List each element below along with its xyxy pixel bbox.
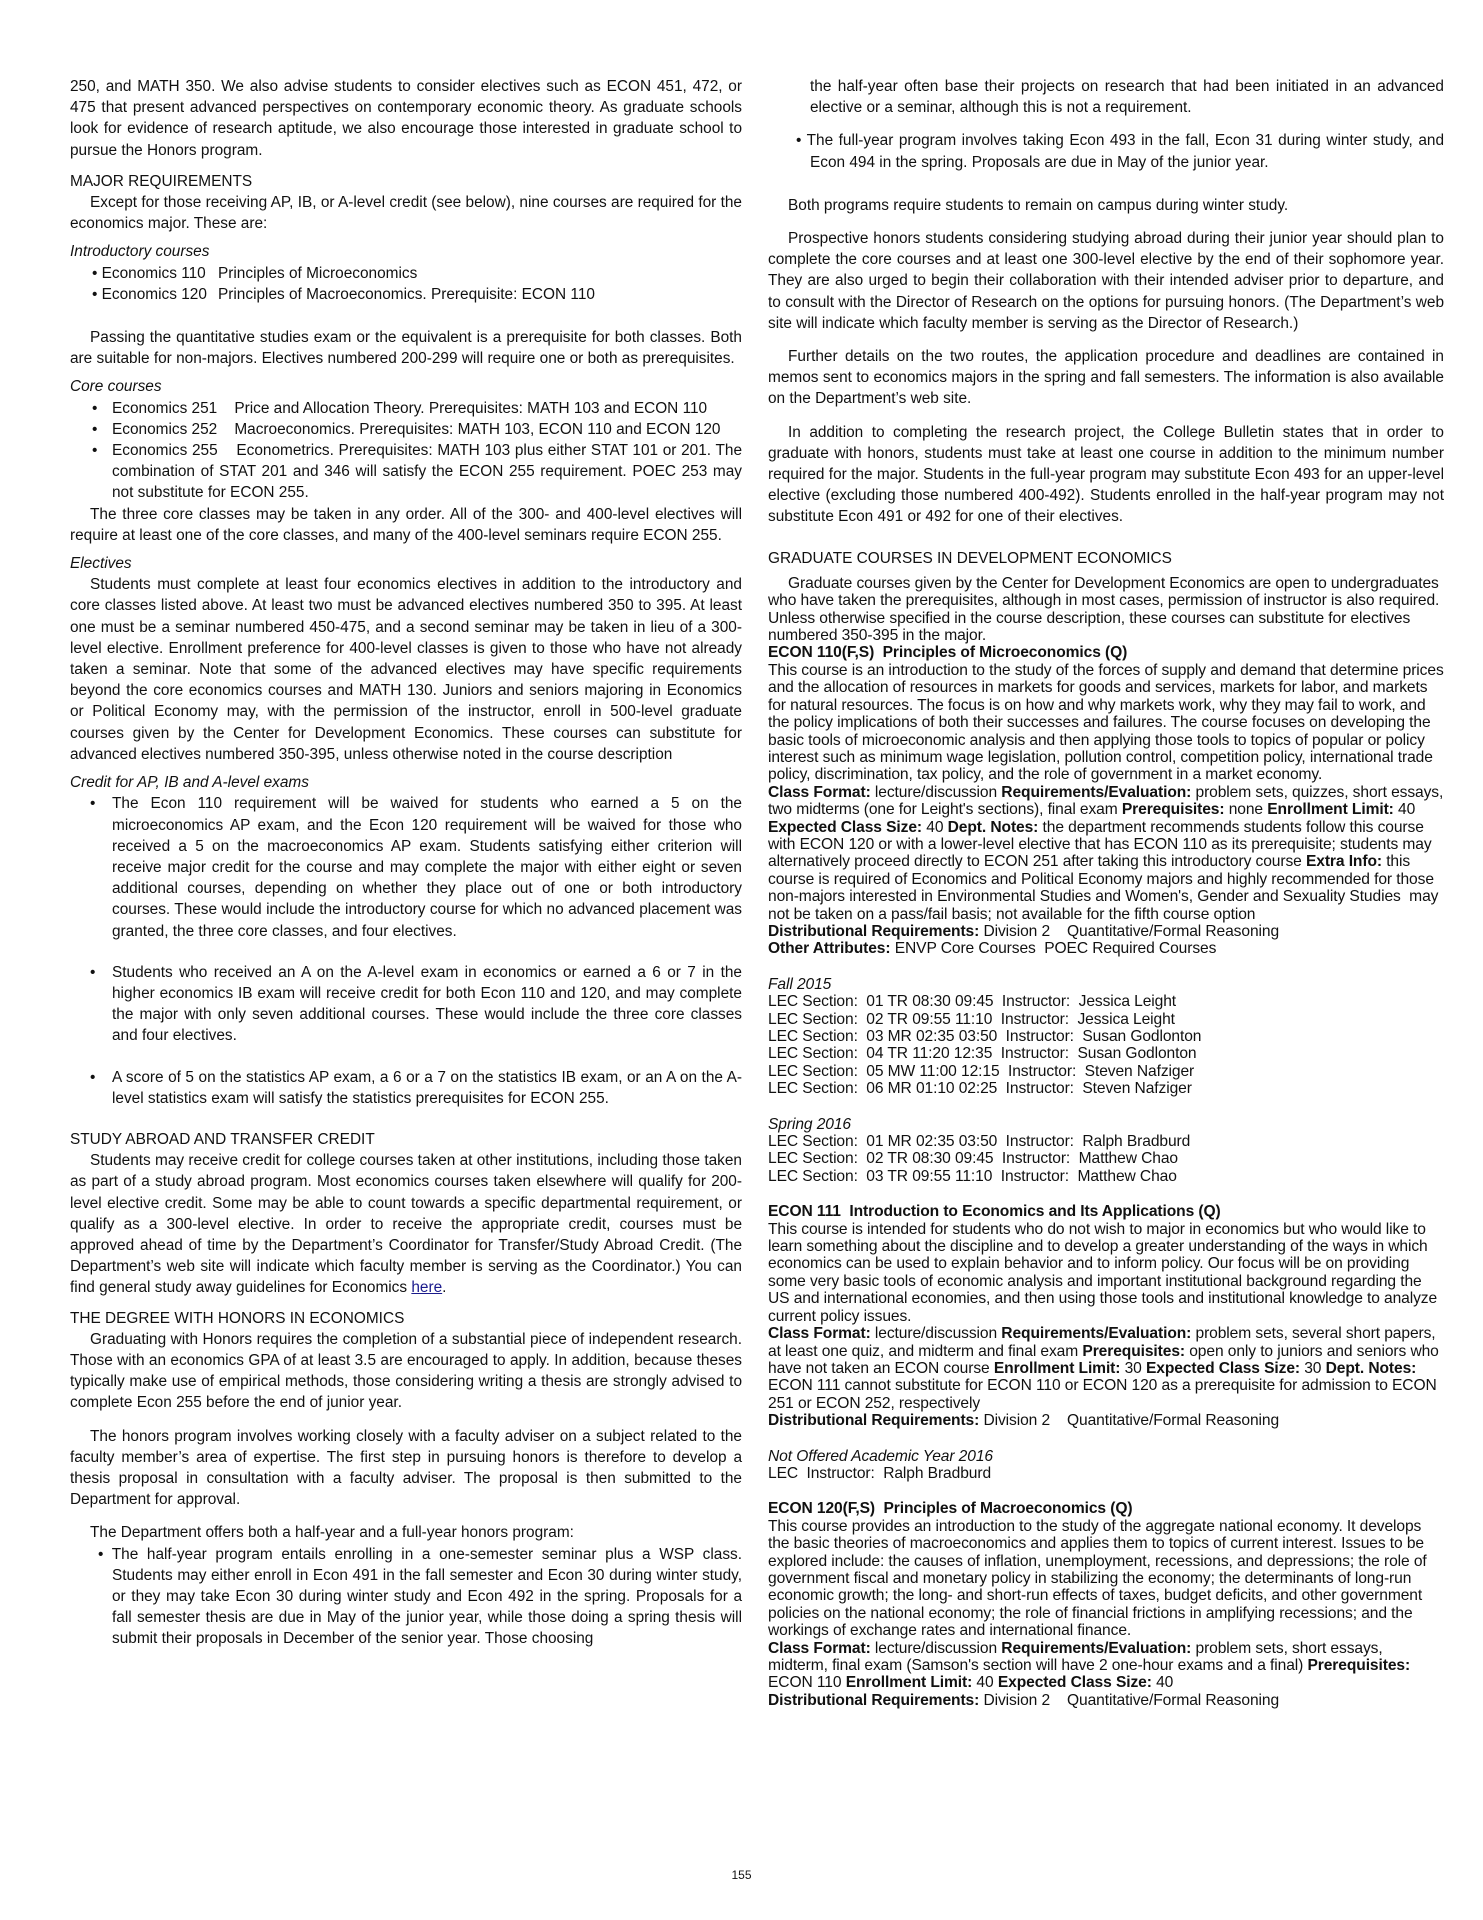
- major-requirements-text: Except for those receiving AP, IB, or A-level credit (see below), nine courses are required for the economics major. These are:: [70, 194, 742, 233]
- term-label: Spring 2016: [768, 1115, 851, 1133]
- electives-paragraph: Students must complete at least four economics electives in addition to the introductory and core classes listed above. At least two must be advanced electives numbered 350 to 395. At least one must be a seminar numbered 450-475, and a second seminar may be taken in lieu of a 300-level elective. Enrollment preference for 400-level classes is given to those who have not already taken a seminar. Note that some of the advanced electives may have specific requirements beyond the core economics courses and MATH 130. Juniors and seniors majoring in Economics or Political Economy may, with the permission of the instructor, enroll in 500-level graduate courses given by the Center for Development Economics. These courses can substitute for advanced electives numbered 350-395, unless otherwise noted in the course description: [70, 576, 742, 763]
- course-description: This course is an introduction to the study of the forces of supply and demand that determine prices and the allocation of resources in markets for goods and services, markets for labor, and markets for natural resources. The focus is on how and why markets work, why they may fail to work, and the policy implications of both their successes and failures. The course focuses on developing the basic tools of microeconomic analysis and then applying those tools to topics of popular or policy interest such as minimum wage legislation, pollution control, competition policy, international trade policy, discrimination, tax policy, and the role of government in a market economy.: [768, 661, 1444, 784]
- not-offered-label: Not Offered Academic Year 2016: [768, 1447, 993, 1465]
- section-row: LEC Section: 05 MW 11:00 12:15 Instructor: Steven Nafziger: [768, 1062, 1195, 1080]
- list-item: • Students who received an A on the A-level exam in economics or earned a 6 or 7 in the higher economics IB exam will receive credit for both Econ 110 and 120, and may complete the major with only seven additional courses. These would include the three core classes and four electives.: [70, 962, 742, 1047]
- course-entry: [768, 644, 1448, 1185]
- list-item: • A score of 5 on the statistics AP exam, a 6 or a 7 on the statistics IB exam, or an A on the A-level statistics exam will satisfy the statistics prerequisites for ECON 255.: [70, 1067, 742, 1109]
- course-title: ECON 110(F,S) Principles of Microeconomics (Q): [768, 644, 1128, 662]
- section-row: LEC Section: 06 MR 01:10 02:25 Instructor: Steven Nafziger: [768, 1080, 1192, 1098]
- section-row: LEC Section: 02 TR 08:30 09:45 Instructor: Matthew Chao: [768, 1150, 1178, 1168]
- honors-paragraph-2: The honors program involves working closely with a faculty adviser on a subject related to the faculty member’s area of expertise. The first step in pursuing honors is therefore to develop a thesis proposal in consultation with a faculty adviser. The proposal is then submitted to the Department for approval.: [70, 1427, 742, 1509]
- attributes-line: Other Attributes: ENVP Core Courses POEC Required Courses: [768, 940, 1217, 958]
- instructor-line: LEC Instructor: Ralph Bradburd: [768, 1464, 992, 1482]
- section-row: LEC Section: 02 TR 09:55 11:10 Instructor: Jessica Leight: [768, 1010, 1175, 1028]
- intro-courses-list: [70, 263, 742, 305]
- major-requirements-heading: MAJOR REQUIREMENTS: [70, 172, 253, 190]
- list-item: • Economics 120 Principles of Macroeconomics. Prerequisite: ECON 110: [92, 285, 595, 303]
- core-courses-heading: Core courses: [70, 378, 162, 396]
- study-abroad-heading: STUDY ABROAD AND TRANSFER CREDIT: [70, 1130, 375, 1148]
- section-row: LEC Section: 01 TR 08:30 09:45 Instructor: Jessica Leight: [768, 993, 1177, 1011]
- course-details: Class Format: lecture/discussion Requirements/Evaluation: problem sets, quizzes, short essays, two midterms (one for Leight's sections), final exam Prerequisites: none Enrollment Limit: 40 Expected Class Size: 40 Dept. Notes: the department recommends students follow this course with ECON 120 or with a lower-level elective that has ECON 110 as its prerequisite; students may alternatively proceed directly to ECON 251 after taking this introductory course Extra Info: this course is required of Economics and Political Economy majors and highly recommended for those non-majors interested in Environmental Studies and Women's, Gender and Sexuality Studies may not be taken on a pass/fail basis; not available for the fifth course option: [768, 783, 1448, 923]
- half-year-continuation: the half-year often base their projects on research that had been initiated in an advanced elective or a seminar, although this is not a requirement.: [810, 78, 1444, 117]
- list-item: • The Econ 110 requirement will be waived for students who earned a 5 on the microeconomics AP exam, and the Econ 120 requirement will be waived for those who received a 5 on the macroeconomics AP exam. Students satisfying either criterion will receive major credit for the course and may complete the major with either eight or seven additional courses, depending on whether they place out of one or both introductory courses. These would include the introductory course for which no advanced placement was granted, the three core classes, and four electives.: [70, 793, 742, 941]
- study-abroad-honors-paragraph: Prospective honors students considering studying abroad during their junior year should plan to complete the core courses and at least one 300-level elective by the end of their sophomore year. They are also urged to begin their collaboration with their intended adviser prior to departure, and to consult with the Director of Research on the options for pursuing honors. (The Department’s web site will indicate which faculty member is serving as the Director of Research.): [768, 230, 1444, 332]
- course-title: ECON 111 Introduction to Economics and Its Applications (Q): [768, 1203, 1221, 1221]
- list-item: • Economics 110 Principles of Microeconomics: [92, 264, 418, 282]
- distribution-line: Distributional Requirements: Division 2 Quantitative/Formal Reasoning: [768, 922, 1280, 940]
- intro-paragraph: 250, and MATH 350. We also advise students to consider electives such as ECON 451, 472, or 475 that present advanced perspectives on contemporary economic theory. As graduate schools look for evidence of research aptitude, we also encourage those interested in graduate school to pursue the Honors program.: [70, 78, 742, 159]
- further-details-paragraph: Further details on the two routes, the application procedure and deadlines are contained in memos sent to economics majors in the spring and fall semesters. The information is also available on the Department’s web site.: [768, 348, 1444, 408]
- left-column: [70, 76, 747, 1650]
- electives-heading: Electives: [70, 555, 132, 573]
- guidelines-link[interactable]: here: [411, 1279, 443, 1297]
- list-item: • The half-year program entails enrolling in a one-semester seminar plus a WSP class. Students may either enroll in Econ 491 in the fall semester and Econ 30 during winter study, or they may take Econ 30 during winter study and Econ 492 in the spring. Proposals for a fall semester thesis are due in May of the junior year, while those doing a spring thesis will submit their proposals in December of the senior year. Those choosing: [98, 1545, 742, 1648]
- course-description: This course provides an introduction to the study of the aggregate national economy. It develops the basic theories of macroeconomics and applies them to topics of current interest. Issues to be explored include: the causes of inflation, unemployment, recessions, and depressions; the role of government fiscal and monetary policy in stabilizing the economy; the determinants of long-run economic growth; the long- and short-run effects of taxes, budget deficits, and other government policies on the national economy; the role of financial frictions in amplifying recessions; and the workings of exchange rates and international finance.: [768, 1517, 1427, 1640]
- course-entry: [768, 1203, 1444, 1482]
- honors-paragraph-1: Graduating with Honors requires the completion of a substantial piece of independent research. Those with an economics GPA of at least 3.5 are encouraged to apply. In addition, because theses typically make use of empirical methods, those considering writing a thesis are strongly advised to complete Econ 255 before the end of junior year.: [70, 1330, 742, 1412]
- honors-programs-list: [70, 1544, 742, 1650]
- distribution-line: Distributional Requirements: Division 2 Quantitative/Formal Reasoning: [768, 1691, 1280, 1709]
- full-year-list: [768, 130, 1444, 172]
- course-catalog: [768, 574, 1448, 1709]
- both-programs-paragraph: Both programs require students to remain on campus during winter study.: [788, 196, 1289, 214]
- intro-courses-heading: Introductory courses: [70, 243, 210, 261]
- study-abroad-paragraph: Students may receive credit for college courses taken at other institutions, including those taken as part of a study abroad program. Most economics courses taken elsewhere will qualify for 200-level elective credit. Some may be able to count towards a specific departmental requirement, or qualify as a 300-level elective. In order to receive the appropriate credit, courses must be approved ahead of time by the Department’s Coordinator for Transfer/Study Abroad Credit. (The Department’s web site will indicate which faculty member is serving as the Coordinator.) You can find general study away guidelines for Economics here.: [70, 1152, 742, 1297]
- graduate-courses-text: Graduate courses given by the Center for Development Economics are open to undergraduates who have taken the prerequisites, although in most cases, permission of instructor is also required. Unless otherwise specified in the course description, these courses can substitute for electives numbered 350-395 in the major.: [768, 574, 1440, 645]
- list-item: • Economics 251 Price and Allocation Theory. Prerequisites: MATH 103 and ECON 110: [70, 398, 742, 419]
- list-item: • The full-year program involves taking Econ 493 in the fall, Econ 31 during winter study, and Econ 494 in the spring. Proposals are due in May of the junior year.: [796, 132, 1444, 171]
- bulletin-paragraph: In addition to completing the research project, the College Bulletin states that in order to graduate with honors, students must take at least one course in addition to the minimum number required for the major. Students in the full-year program may substitute Econ 493 for an upper-level elective (excluding those numbered 400-492). Students enrolled in the half-year program may not substitute Econ 491 or 492 for one of their electives.: [768, 423, 1444, 526]
- distribution-line: Distributional Requirements: Division 2 Quantitative/Formal Reasoning: [768, 1412, 1280, 1430]
- core-courses-list: [70, 398, 747, 504]
- course-entry: [768, 1500, 1444, 1709]
- quant-paragraph: Passing the quantitative studies exam or the equivalent is a prerequisite for both classes. Both are suitable for non-majors. Electives numbered 200-299 will require one or both as prerequisites.: [70, 329, 742, 368]
- course-title: ECON 120(F,S) Principles of Macroeconomics (Q): [768, 1500, 1133, 1518]
- core-paragraph: The three core classes may be taken in any order. All of the 300- and 400-level electives will require at least one of the core classes, and many of the 400-level seminars require ECON 255.: [70, 505, 742, 544]
- term-label: Fall 2015: [768, 975, 832, 993]
- list-item: • Economics 252 Macroeconomics. Prerequisites: MATH 103, ECON 110 and ECON 120: [70, 419, 742, 440]
- section-row: LEC Section: 04 TR 11:20 12:35 Instructor: Susan Godlonton: [768, 1045, 1197, 1063]
- credit-heading: Credit for AP, IB and A-level exams: [70, 774, 309, 792]
- section-row: LEC Section: 03 TR 09:55 11:10 Instructor: Matthew Chao: [768, 1167, 1177, 1185]
- section-row: LEC Section: 03 MR 02:35 03:50 Instructor: Susan Godlonton: [768, 1028, 1202, 1046]
- course-description: This course is intended for students who do not wish to major in economics but who would like to learn something about the discipline and to develop a greater understanding of the ways in which economics can be used to explain behavior and to inform policy. Our focus will be on providing some very basic tools of economic analysis and important institutional background regarding the US and international economies, and then using those tools and institutional knowledge to analyze current policy issues.: [768, 1220, 1438, 1325]
- page-number: 155: [731, 1868, 752, 1882]
- honors-heading: THE DEGREE WITH HONORS IN ECONOMICS: [70, 1309, 405, 1327]
- course-details: Class Format: lecture/discussion Requirements/Evaluation: problem sets, several short papers, at least one quiz, and midterm and final exam Prerequisites: open only to juniors and seniors who have not taken an ECON course Enrollment Limit: 30 Expected Class Size: 30 Dept. Notes: ECON 111 cannot substitute for ECON 110 or ECON 120 as a prerequisite for admission to ECON 251 or ECON 252, respectively: [768, 1325, 1443, 1412]
- credit-list: [70, 793, 742, 1109]
- honors-paragraph-3: The Department offers both a half-year and a full-year honors program:: [90, 1524, 574, 1542]
- section-row: LEC Section: 01 MR 02:35 03:50 Instructor: Ralph Bradburd: [768, 1133, 1191, 1151]
- course-details: Class Format: lecture/discussion Requirements/Evaluation: problem sets, short essays, midterm, final exam (Samson's section will have 2 one-hour exams and a final) Prerequisites: ECON 110 Enrollment Limit: 40 Expected Class Size: 40: [768, 1639, 1415, 1692]
- list-item: • Economics 255 Econometrics. Prerequisites: MATH 103 plus either STAT 101 or 201. The combination of STAT 201 and 346 will satisfy the ECON 255 requirement. POEC 253 may not substitute for ECON 255.: [70, 440, 742, 504]
- graduate-courses-heading: GRADUATE COURSES IN DEVELOPMENT ECONOMICS: [768, 549, 1172, 567]
- right-column: [768, 76, 1448, 1709]
